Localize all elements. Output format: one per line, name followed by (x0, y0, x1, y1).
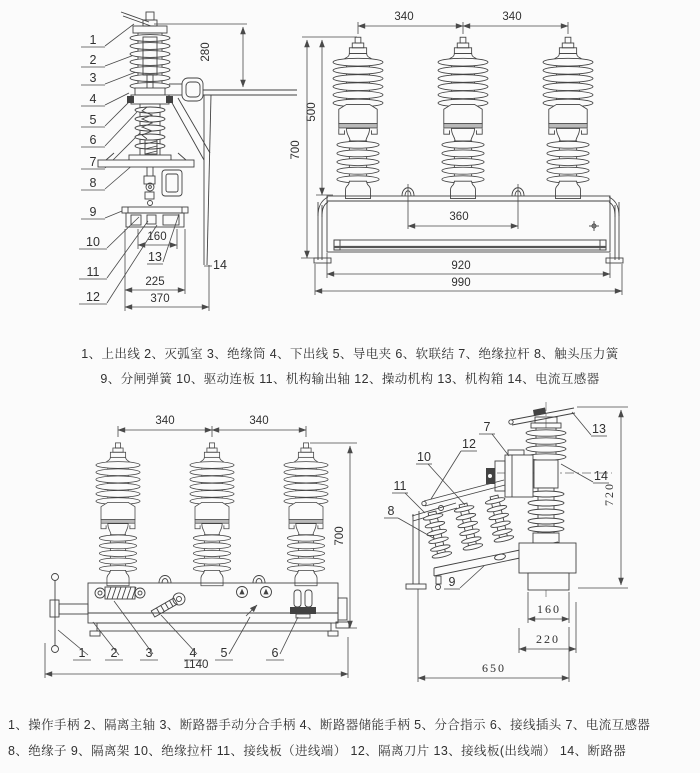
callout-f3: 3 (145, 646, 153, 660)
callout-3: 3 (89, 71, 97, 85)
callout-11: 11 (86, 265, 100, 279)
mechanism-box-plate (122, 207, 188, 213)
callout-9: 9 (89, 205, 97, 219)
dim-220: 220 (536, 632, 560, 646)
callout-5: 5 (89, 113, 97, 127)
callout-f6: 6 (271, 646, 279, 660)
dim-920: 920 (451, 260, 471, 272)
dim-700: 700 (290, 140, 302, 160)
dim-700c: 700 (334, 526, 346, 546)
combined-parts-line2: 8、绝缘子 9、隔离架 10、绝缘拉杆 11、接线板（进线端） 12、隔离刀片 13、接线板(出线端） 14、断路器 (8, 744, 627, 758)
callout-2: 2 (89, 53, 97, 67)
callout-6: 6 (89, 133, 97, 147)
breaker-pole-b (438, 37, 488, 198)
callout-f1: 1 (78, 646, 86, 660)
dim-225: 225 (145, 276, 165, 288)
callout-4: 4 (89, 92, 97, 106)
pole-mounting-frame (98, 78, 297, 265)
breaker-pole-a (333, 37, 383, 198)
outgoing-terminal-plate (509, 408, 575, 429)
conductive-clamp (131, 95, 169, 104)
pole-pedestal (519, 543, 576, 590)
main-shaft-spring (95, 587, 145, 599)
combined-parts-line1: 1、操作手柄 2、隔离主轴 3、断路器手动分合手柄 4、断路器储能手柄 5、分合指示 6、接线插头 7、电流互感器 (8, 718, 651, 732)
pole-assembly-side (121, 12, 173, 162)
frame-beam (98, 160, 194, 167)
cabinet-side-bracket (338, 598, 347, 620)
dim-370: 370 (150, 293, 170, 305)
callout-1: 1 (89, 33, 97, 47)
dim-720: 720 (602, 482, 616, 506)
breaker-front-view-drawing (290, 11, 623, 295)
dim-280: 280 (200, 42, 212, 62)
dim-160: 160 (147, 231, 167, 243)
combined-side-view-drawing (384, 402, 628, 682)
dim-340-right: 340 (502, 11, 522, 23)
vacuum-interrupter (143, 37, 157, 75)
combined-parts-caption (8, 712, 650, 764)
dim-160b: 160 (537, 602, 561, 616)
callout-s10: 10 (417, 450, 431, 464)
callout-s12: 12 (462, 437, 476, 451)
dim-340c-right: 340 (249, 415, 269, 427)
operating-handle (50, 574, 88, 653)
callout-s7: 7 (483, 420, 491, 434)
lifting-lug-right-2 (253, 576, 265, 584)
support-insulator-c (484, 494, 514, 544)
breaker-pole-c (543, 37, 593, 198)
callout-8: 8 (89, 176, 97, 190)
callout-7: 7 (89, 155, 97, 169)
current-transformer (486, 450, 533, 497)
breaker-parts-line1: 1、上出线 2、灭弧室 3、绝缘筒 4、下出线 5、导电夹 6、软联结 7、绝缘拉杆 8、触头压力簧 (81, 347, 619, 361)
callout-10: 10 (86, 235, 100, 249)
callout-13: 13 (148, 250, 162, 264)
breaker-parts-caption (0, 342, 700, 392)
combined-pole-c (284, 443, 328, 586)
callout-12: 12 (86, 290, 100, 304)
combined-pole-a (96, 443, 140, 586)
dim-340c-left: 340 (155, 415, 175, 427)
dim-500: 500 (306, 102, 318, 122)
breaker-parts-line2: 9、分闸弹簧 10、驱动连板 11、机构输出轴 12、操动机构 13、机构箱 14、电流互感器 (100, 372, 600, 386)
callout-s8: 8 (387, 504, 395, 518)
callout-s9: 9 (448, 575, 456, 589)
pole-side-view-drawing (79, 12, 297, 311)
callout-s11: 11 (393, 479, 407, 493)
callout-f4: 4 (189, 646, 197, 660)
lifting-lug-left-2 (159, 576, 171, 584)
dim-340-left: 340 (394, 11, 414, 23)
combined-pole-b (190, 443, 234, 586)
callout-s13: 13 (592, 422, 606, 436)
dim-360: 360 (449, 211, 469, 223)
callout-14: 14 (213, 258, 227, 272)
dim-1140: 1140 (183, 659, 209, 671)
callout-f2: 2 (110, 646, 118, 660)
operating-mechanism-side (122, 167, 188, 227)
dim-650: 650 (482, 661, 506, 675)
combined-front-view-drawing (45, 415, 357, 678)
dim-990: 990 (451, 277, 471, 289)
callout-s14: 14 (594, 469, 608, 483)
callout-f5: 5 (220, 646, 228, 660)
support-insulator-b (453, 502, 483, 552)
